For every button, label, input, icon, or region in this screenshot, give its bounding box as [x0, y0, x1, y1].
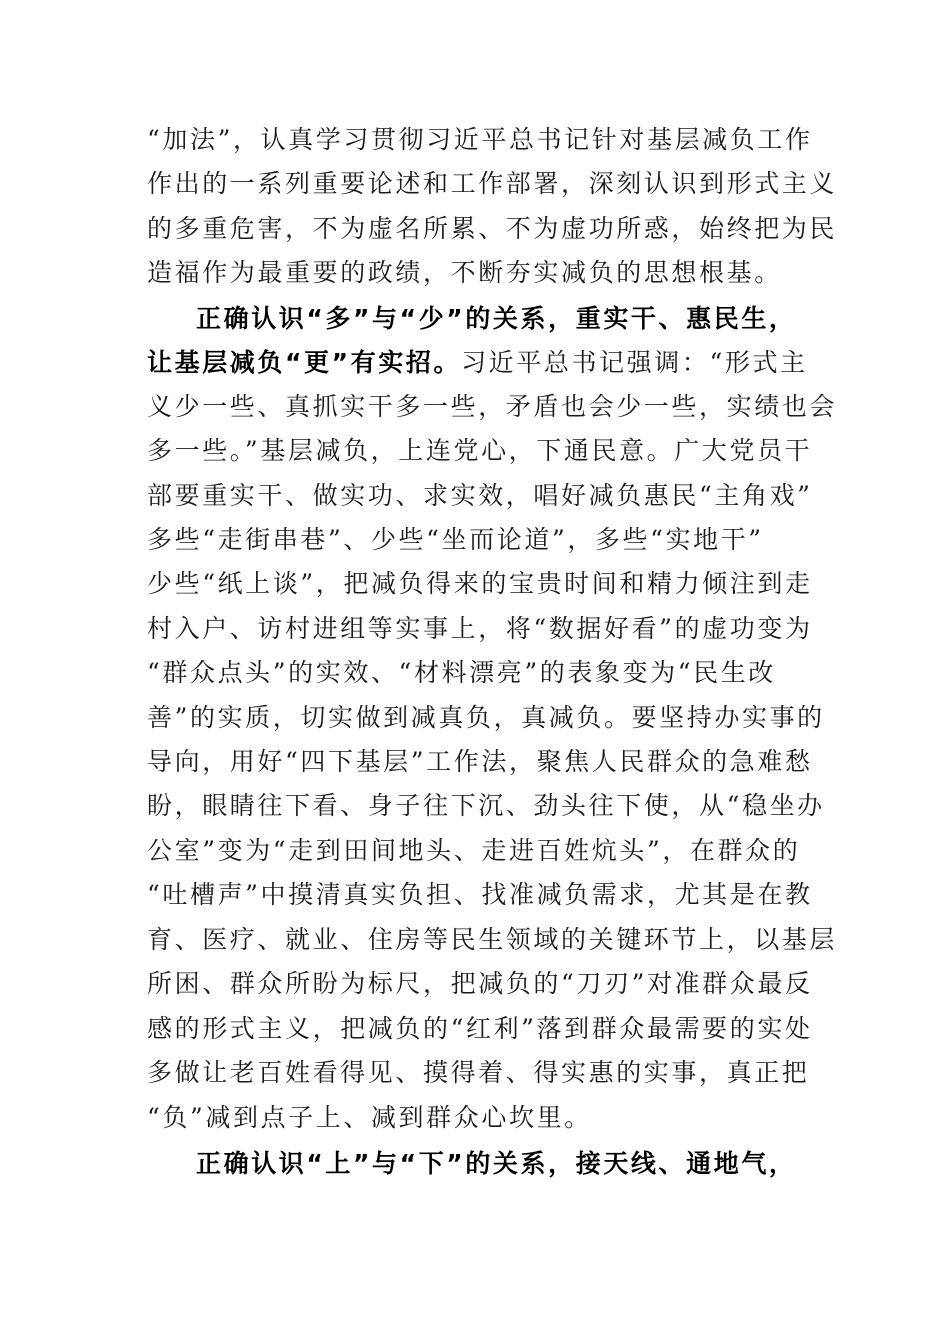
paragraph-line: 造福作为最重要的政绩，不断夯实减负的思想根基。 [147, 258, 782, 287]
paragraph-line: 部要重实干、做实功、求实效，唱好减负惠民“主角戏” [147, 481, 813, 510]
paragraph-line: 育、医疗、就业、住房等民生领域的关键环节上，以基层 [147, 925, 838, 954]
section-heading: 正确认识“多”与“少”的关系，重实干、惠民生， [196, 304, 797, 333]
paragraph-line: 公室”变为“走到田间地头、走进百姓炕头”，在群众的 [147, 836, 801, 865]
paragraph-line [147, 341, 817, 385]
paragraph-line: 善”的实质，切实做到减真负，真减负。要坚持办实事的 [147, 703, 825, 732]
paragraph-line: 少些“纸上谈”，把减负得来的宝贵时间和精力倾注到走 [147, 569, 813, 598]
paragraph-line: 的多重危害，不为虚名所累、不为虚功所惑，始终把为民 [147, 214, 838, 243]
paragraph-line: 义少一些、真抓实干多一些，矛盾也会少一些，实绩也会 [147, 392, 838, 421]
paragraph-line: “吐槽声”中摸清真实负担、找准减负需求，尤其是在教 [147, 880, 813, 909]
section-heading: 正确认识“上”与“下”的关系，接天线、通地气， [196, 1149, 797, 1178]
paragraph-line: 导向，用好“四下基层”工作法，聚焦人民群众的急难愁 [147, 747, 813, 776]
paragraph-line: 多一些。”基层减负，上连党心，下通民意。广大党员干 [147, 436, 813, 465]
paragraph-line: “负”减到点子上、减到群众心坎里。 [147, 1103, 592, 1132]
paragraph-line: 多做让老百姓看得见、摸得着、得实惠的实事，真正把 [147, 1058, 810, 1087]
paragraph-text: 习近平总书记强调：“形式主 [461, 348, 808, 377]
paragraph-line: 感的形式主义，把减负的“红利”落到群众最需要的实处 [147, 1014, 813, 1043]
paragraph-line: 多些“走街串巷”、少些“坐而论道”，多些“实地干” [147, 525, 764, 554]
paragraph-line: 作出的一系列重要论述和工作部署，深刻认识到形式主义 [147, 169, 838, 198]
section-heading-continued: 让基层减负“更”有实招。 [147, 348, 462, 377]
paragraph-line: 村入户、访村进组等实事上，将“数据好看”的虚功变为 [147, 614, 813, 643]
paragraph-line: 盼，眼睛往下看、身子往下沉、劲头往下使，从“稳坐办 [147, 791, 825, 820]
paragraph-line: “加法”，认真学习贯彻习近平总书记针对基层减负工作 [147, 125, 813, 154]
paragraph-line: “群众点头”的实效、“材料漂亮”的表象变为“民生改 [147, 658, 776, 687]
paragraph-line: 所困、群众所盼为标尺，把减负的“刀刃”对准群众最反 [147, 969, 813, 998]
